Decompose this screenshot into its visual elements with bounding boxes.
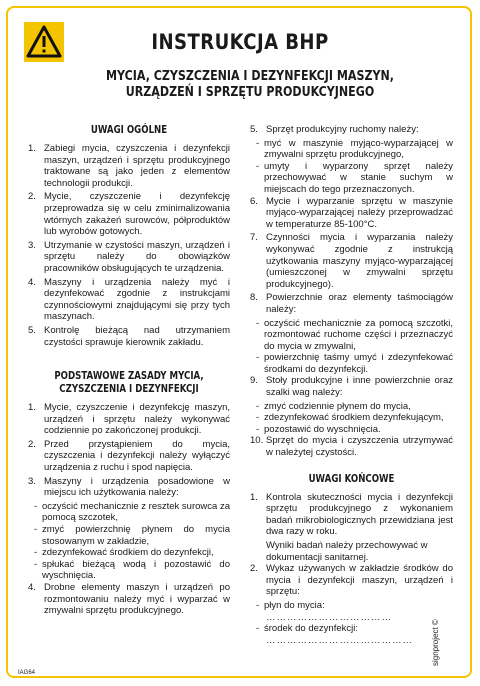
sub-item-text: powierzchnię taśmy umyć i zdezynfekować środkami do dezynfekcji. [264, 352, 453, 375]
item-text-continued: Wyniki badań należy przechowywać w dokumentacji sanitarnej. [266, 540, 428, 563]
list-item [28, 476, 230, 499]
item-text: Stoły produkcyjne i inne powierzchnie oraz szalki wag należy: [266, 375, 453, 399]
sub-item-text: myć w maszynie myjąco-wyparzającej w zmywalni sprzętu produkcyjnego, [264, 137, 453, 161]
item-number: 2. [250, 563, 258, 575]
item-number: 10. [250, 435, 264, 447]
sub-item-text: umyty i wyparzony sprzęt należy przechowywać w stanie suchym w miejscach do tego przeznaczonych. [264, 160, 453, 195]
sub-item-text: zdezynfekować środkiem do dezynfekcji, [42, 547, 214, 559]
subtitle-line-2: URZĄDZEŃ I SPRZĘTU PRODUKCYJNEGO [125, 84, 375, 100]
list-item [28, 402, 230, 437]
item-text: Sprzęt produkcyjny ruchomy należy: [266, 124, 419, 135]
list-item [28, 439, 230, 474]
sub-item: - myć w maszynie myjąco-wyparzającej w zmywalni sprzętu produkcyjnego, [256, 137, 453, 161]
brand-mark: signproject © [431, 619, 440, 666]
sub-item: - oczyścić mechanicznie za pomocą szczotki, rozmontować ruchome części i przeznaczyć do mycia w zmywalni, [256, 317, 453, 352]
sub-item-text: oczyścić mechanicznie za pomocą szczotki, rozmontować ruchome części i przeznaczyć do mycia w zmywalni, [264, 317, 453, 352]
item-text: Przed przystąpieniem do mycia, czyszczenia i dezynfekcji należy wyłączyć urządzenia z ruchu i spod napięcia. [44, 438, 230, 474]
item-text: Czynności mycia i wyparzania należy wykonywać zgodnie z instrukcją użytkowania maszyny myjąco-wyparzającej (umieszczonej w zmywalni sprzętu produkcyjnego). [266, 232, 453, 290]
item-number: 2. [28, 438, 36, 450]
subtitle-line-1: MYCIA, CZYSZCZENIA I DEZYNFEKCJI MASZYN, [106, 68, 394, 84]
fill-in-line: …………………………………… [266, 634, 413, 646]
item-number: 4. [28, 582, 36, 593]
list-item [250, 124, 453, 136]
item-text: Kontrolę bieżącą nad utrzymaniem czystości sprawuje kierownik zakładu. [44, 324, 230, 348]
item-number: 1. [28, 402, 36, 414]
document-title: INSTRUKCJA BHP [151, 30, 329, 54]
heading-line-2: CZYSZCZENIA I DEZYNFEKCJI [59, 383, 199, 396]
sub-item: - zdezynfekować środkiem do dezynfekcji, [28, 547, 230, 559]
sub-item: - spłukać bieżącą wodą i pozostawić do wyschnięcia. [34, 558, 230, 582]
item-number: 3. [28, 239, 36, 251]
item-number: 1. [28, 143, 36, 154]
list-item [250, 232, 453, 290]
item-number: 4. [28, 276, 36, 288]
list-item [28, 325, 230, 348]
item-text: Maszyny i urządzenia posadowione w miejscu ich użytkowania należy: [44, 475, 230, 499]
sub-item: - umyty i wyparzony sprzęt należy przechowywać w stanie suchym w miejscach do tego przeznaczonych. [256, 160, 453, 195]
list-item [28, 582, 230, 617]
item-number: 1. [250, 491, 258, 503]
section-heading-final: UWAGI KOŃCOWE [308, 472, 395, 485]
left-column [28, 124, 230, 619]
sub-item: - zmyć powierzchnię płynem do mycia stosowanym w zakładzie, [34, 524, 230, 547]
sub-item-text: pozostawić do wyschnięcia. [264, 423, 381, 435]
section-heading-general: UWAGI OGÓLNE [90, 124, 168, 136]
list-item [28, 143, 230, 189]
item-text: Mycie, czyszczenie i dezynfekcję maszyn, urządzeń i sprzętu należy wykonywać codziennie po zakończonej produkcji. [44, 402, 230, 437]
item-number: 6. [250, 195, 258, 207]
list-item [250, 292, 453, 315]
item-number: 7. [250, 232, 258, 244]
list-item [250, 435, 453, 458]
section-heading-principles [46, 370, 212, 396]
list-item [28, 191, 230, 237]
product-code: IAG64 [18, 670, 36, 676]
item-text: Kontrola skuteczności mycia i dezynfekcji sprzętu produkcyjnego z wykonaniem badań mikrobiologicznych przewidziana jest dwa razy w roku. [266, 491, 453, 538]
item-text: Zabiegi mycia, czyszczenia i dezynfekcji maszyn, urządzeń i sprzętu produkcyjnego traktowane są jako jeden z elementów technologii produkcji. [44, 143, 230, 189]
list-item [250, 563, 453, 598]
item-number: 5. [250, 124, 258, 135]
item-number: 5. [28, 324, 36, 336]
item-number: 3. [28, 475, 36, 487]
item-text: Mycie i wyparzanie sprzętu w maszynie myjąco-wyparzającej należy przeprowadzać w temperaturze 85-100°C. [266, 195, 453, 230]
list-item [250, 196, 453, 231]
sub-item-text: oczyścić mechanicznie z resztek surowca za pomocą szczotek, [42, 500, 230, 524]
item-number: 9. [250, 375, 258, 387]
list-item [28, 277, 230, 323]
sub-item: - środek do dezynfekcji: [250, 623, 453, 635]
sub-item: - zdezynfekować środkiem dezynfekującym, [250, 412, 453, 424]
item-text: Sprzęt do mycia i czyszczenia utrzymywać w należytej czystości. [266, 435, 453, 459]
item-text: Mycie, czyszczenie i dezynfekcję przeprowadza się w celu zminimalizowania wtórnych zakażeń surowców, półproduktów lub wyrobów gotowych. [44, 191, 230, 238]
document-subtitle [94, 68, 406, 100]
item-text: Powierzchnie oraz elementy taśmociągów należy: [266, 292, 453, 315]
fill-in-line: ……………………………… [266, 611, 392, 623]
list-item [28, 240, 230, 275]
item-text: Utrzymanie w czystości maszyn, urządzeń i sprzętu należy do obowiązków pracowników obsługujących te urządzenia. [44, 239, 230, 274]
item-text: Wykaz używanych w zakładzie środków do mycia i dezynfekcji maszyn, urządzeń i sprzętu: [266, 563, 453, 598]
sub-item: - oczyścić mechanicznie z resztek surowca za pomocą szczotek, [34, 500, 230, 524]
list-item [250, 492, 453, 538]
sub-item-text: płyn do mycia: [264, 599, 325, 611]
sub-item: - pozostawić do wyschnięcia. [250, 424, 453, 436]
item-text: Drobne elementy maszyn i urządzeń po rozmontowaniu należy myć i wyparzać w zmywalni sprzętu produkcyjnego. [44, 582, 230, 617]
list-item [250, 375, 453, 398]
item-text: Maszyny i urządzenia należy myć i dezynfekować zgodnie z instrukcjami czynnościowymi znajdującymi się przy tych maszynach. [44, 276, 230, 323]
sub-item: - płyn do mycia: [250, 600, 453, 612]
item-number: 8. [250, 292, 258, 304]
sub-item: - zmyć codziennie płynem do mycia, [250, 401, 453, 413]
sub-item-text: zdezynfekować środkiem dezynfekującym, [264, 412, 444, 424]
item-number: 2. [28, 191, 36, 203]
right-column [250, 124, 453, 646]
sub-item-text: środek do dezynfekcji: [264, 623, 358, 635]
sub-item: - powierzchnię taśmy umyć i zdezynfekować środkami do dezynfekcji. [256, 352, 453, 375]
sub-item-text: zmyć powierzchnię płynem do mycia stosowanym w zakładzie, [42, 524, 230, 547]
sub-item-text: spłukać bieżącą wodą i pozostawić do wyschnięcia. [42, 558, 230, 582]
sub-item-text: zmyć codziennie płynem do mycia, [264, 400, 411, 412]
heading-line-1: PODSTAWOWE ZASADY MYCIA, [54, 370, 204, 383]
